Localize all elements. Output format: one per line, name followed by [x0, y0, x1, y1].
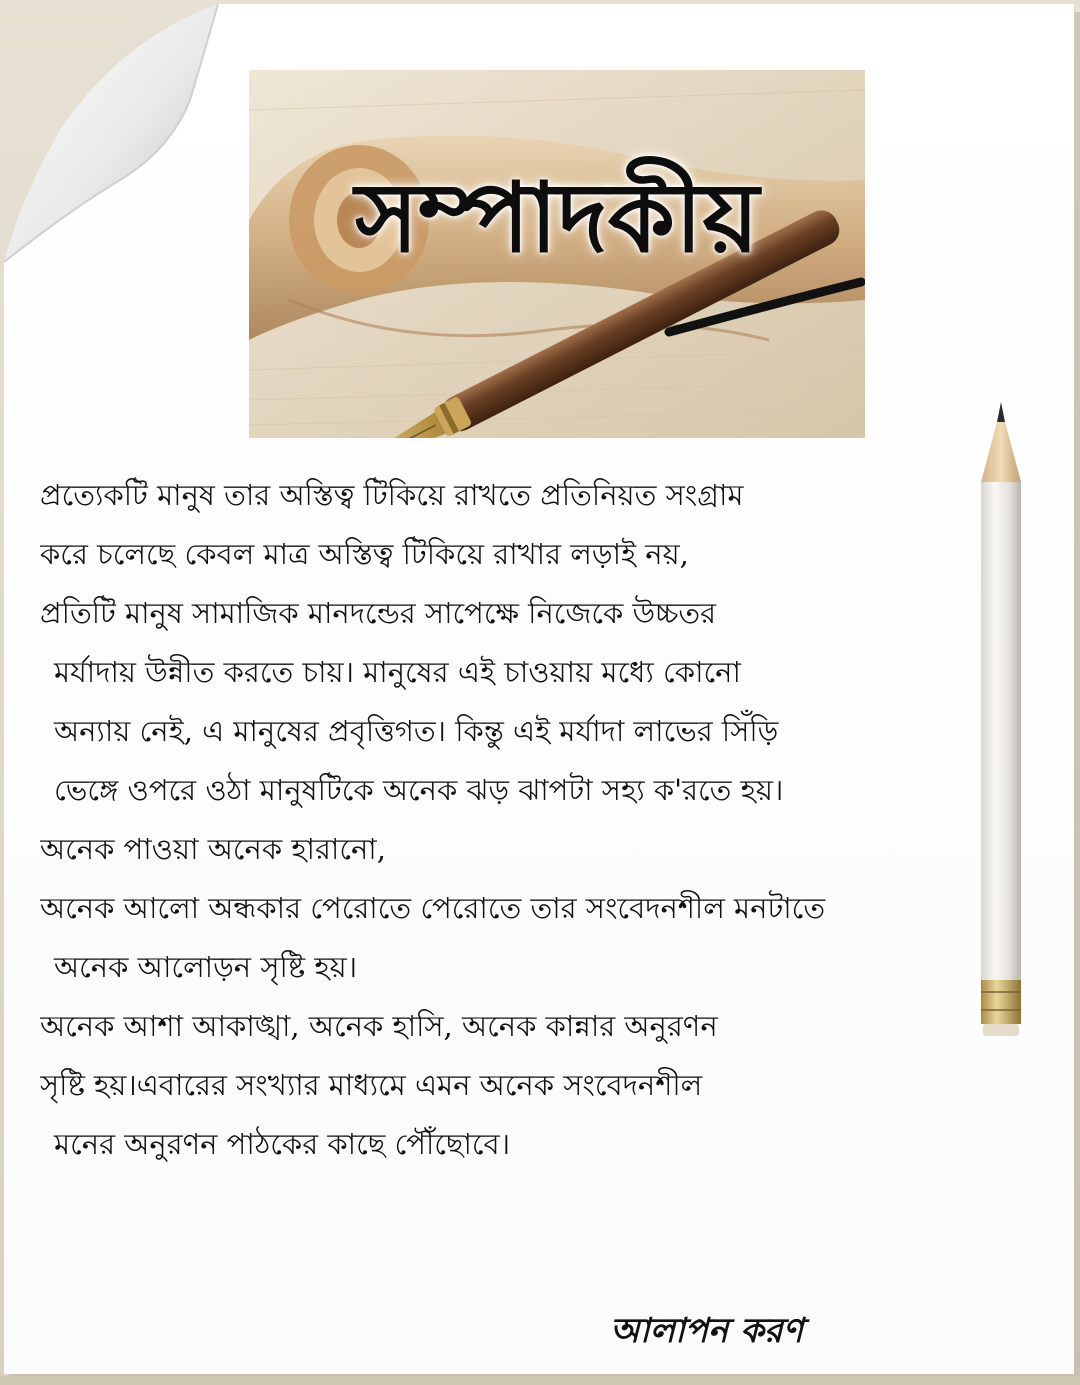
editorial-text — [40, 470, 960, 1178]
editorial-line: প্রত্যেকটি মানুষ তার অস্তিত্ব টিকিয়ে রাখতে প্রতিনিয়ত সংগ্রাম — [40, 478, 744, 512]
editorial-line: সৃষ্টি হয়।এবারের সংখ্যার মাধ্যমে এমন অনেক সংবেদনশীল — [40, 1068, 703, 1102]
editorial-line: মর্যাদায় উন্নীত করতে চায়। মানুষের এই চাওয়ায় মধ্যে কোনো — [54, 655, 741, 689]
editorial-line: করে চলেছে কেবল মাত্র অস্তিত্ব টিকিয়ে রাখার লড়াই নয়, — [40, 537, 689, 571]
editorial-line: মনের অনুরণন পাঠকের কাছে পৌঁছোবে। — [54, 1127, 511, 1161]
editorial-line: অন্যায় নেই, এ মানুষের প্রবৃত্তিগত। কিন্তু এই মর্যাদা লাভের সিঁড়ি — [54, 714, 779, 748]
editorial-line: অনেক আশা আকাঙ্খা, অনেক হাসি, অনেক কান্নার অনুরণন — [40, 1009, 718, 1043]
editorial-line: ভেঙ্গে ওপরে ওঠা মানুষটিকে অনেক ঝড় ঝাপটা সহ্য ক'রতে হয়। — [54, 773, 784, 807]
pencil-icon — [975, 400, 1027, 1040]
title-underline-stroke — [249, 70, 865, 438]
editorial-line: অনেক আলোড়ন সৃষ্টি হয়। — [54, 950, 358, 984]
author-signature: আলাপন করণ — [610, 1311, 804, 1351]
editorial-line: অনেক আলো অন্ধকার পেরোতে পেরোতে তার সংবেদনশীল মনটাতে — [40, 891, 826, 925]
banner-title: সম্পাদকীয় — [354, 161, 760, 274]
editorial-line: অনেক পাওয়া অনেক হারানো, — [40, 832, 386, 866]
editorial-line: প্রতিটি মানুষ সামাজিক মানদন্ডের সাপেক্ষে নিজেকে উচ্চতর — [40, 596, 717, 630]
editorial-banner — [249, 70, 865, 438]
